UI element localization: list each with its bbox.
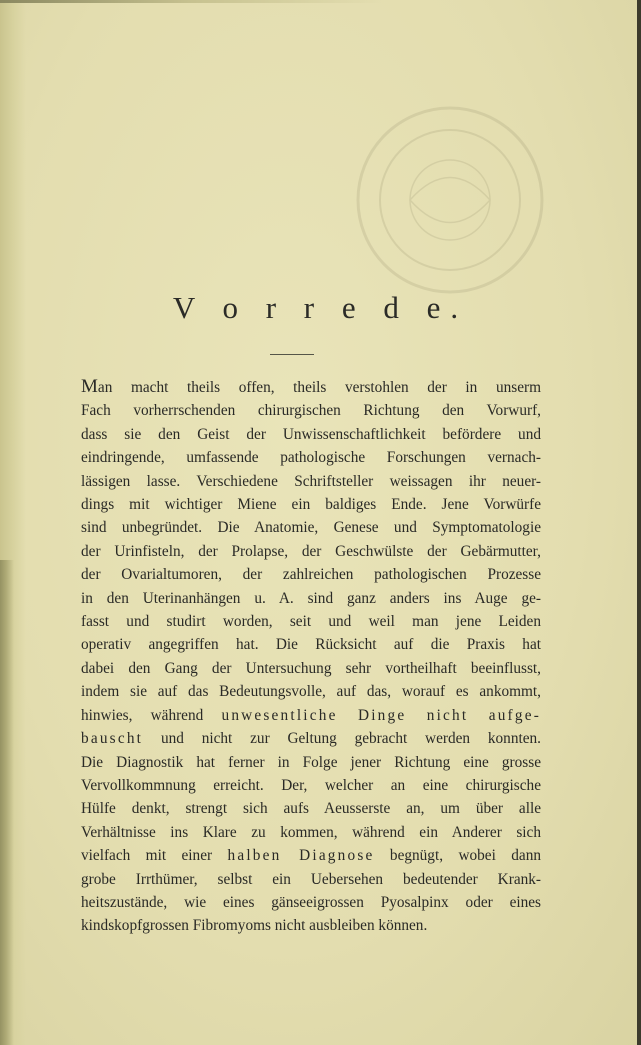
preface-paragraph xyxy=(81,375,541,938)
text-run: und nicht zur Geltung gebracht werden konnten. xyxy=(143,730,541,748)
text-line xyxy=(81,821,541,844)
text-line xyxy=(81,657,541,680)
text-line xyxy=(81,493,541,516)
text-run: Die Diagnostik hat ferner in Folge jener Richtung eine grosse xyxy=(81,753,541,771)
text-run: vielfach mit einer xyxy=(81,847,228,865)
text-line xyxy=(81,844,541,867)
text-line xyxy=(81,610,541,633)
text-run: der Ovarialtumoren, der zahlreichen pathologischen Prozesse xyxy=(81,566,541,584)
text-line xyxy=(81,633,541,656)
initial-letter: M xyxy=(81,376,98,397)
text-line xyxy=(81,727,541,750)
text-line xyxy=(81,680,541,703)
text-run: dabei den Gang der Untersuchung sehr vortheilhaft beeinflusst, xyxy=(81,659,541,677)
emphasized-text: bauscht xyxy=(81,730,144,748)
text-line xyxy=(81,891,541,914)
text-run: grobe Irrthümer, selbst ein Uebersehen bedeutender Krank- xyxy=(81,870,541,888)
text-run: kindskopfgrossen Fibromyoms nicht ausbleiben können. xyxy=(81,917,428,935)
library-stamp-watermark xyxy=(350,95,550,305)
text-line xyxy=(81,446,541,469)
text-run: heitszustände, wie eines gänseeigrossen Pyosalpinx oder eines xyxy=(81,893,541,911)
text-line xyxy=(81,704,541,727)
text-line xyxy=(81,423,541,446)
text-line xyxy=(81,587,541,610)
page-right-edge xyxy=(637,0,641,1045)
text-line xyxy=(81,868,541,891)
text-run: hinwies, während xyxy=(81,706,222,724)
text-line xyxy=(81,563,541,586)
text-run: Verhältnisse ins Klare zu kommen, während ein Anderer sich xyxy=(81,823,541,841)
text-line xyxy=(81,516,541,539)
text-line xyxy=(81,399,541,422)
text-line xyxy=(81,774,541,797)
text-line xyxy=(81,914,541,937)
text-line xyxy=(81,751,541,774)
text-run: dings mit wichtiger Miene ein baldiges Ende. Jene Vorwürfe xyxy=(81,496,541,514)
binding-edge xyxy=(0,560,14,1045)
page-top-edge xyxy=(0,0,641,3)
text-run: der Urinfisteln, der Prolapse, der Geschwülste der Gebärmutter, xyxy=(81,542,541,560)
text-run: Vervollkommnung erreicht. Der, welcher an eine chirurgische xyxy=(81,776,541,794)
text-run: sind unbegründet. Die Anatomie, Genese und Symptomatologie xyxy=(81,519,541,537)
title-rule xyxy=(270,354,314,355)
emphasized-text: unwesentliche Dinge nicht aufge- xyxy=(221,706,541,724)
text-run: eindringende, umfassende pathologische Forschungen vernach- xyxy=(81,449,541,467)
text-line xyxy=(81,470,541,493)
text-line xyxy=(81,797,541,820)
text-run: fasst und studirt worden, seit und weil man jene Leiden xyxy=(81,613,541,631)
text-run: in den Uterinanhängen u. A. sind ganz anders ins Auge ge- xyxy=(81,589,541,607)
text-line xyxy=(81,375,541,399)
text-line xyxy=(81,540,541,563)
emphasized-text: halben Diagnose xyxy=(227,847,375,865)
text-run: operativ angegriffen hat. Die Rücksicht auf die Praxis hat xyxy=(81,636,541,654)
text-run: begnügt, wobei dann xyxy=(374,847,542,865)
page-title: V o r r e d e. xyxy=(172,290,469,325)
text-run: dass sie den Geist der Unwissenschaftlichkeit befördere und xyxy=(81,425,541,443)
text-run: an macht theils offen, theils verstohlen der in unserm xyxy=(97,379,541,396)
text-run: indem sie auf das Bedeutungsvolle, auf das, worauf es ankommt, xyxy=(81,683,541,701)
text-run: lässigen lasse. Verschiedene Schriftsteller weissagen ihr neuer- xyxy=(81,472,541,490)
text-run: Hülfe denkt, strengt sich aufs Aeusserste an, um über alle xyxy=(81,800,541,818)
text-run: Fach vorherrschenden chirurgischen Richtung den Vorwurf, xyxy=(81,402,541,420)
